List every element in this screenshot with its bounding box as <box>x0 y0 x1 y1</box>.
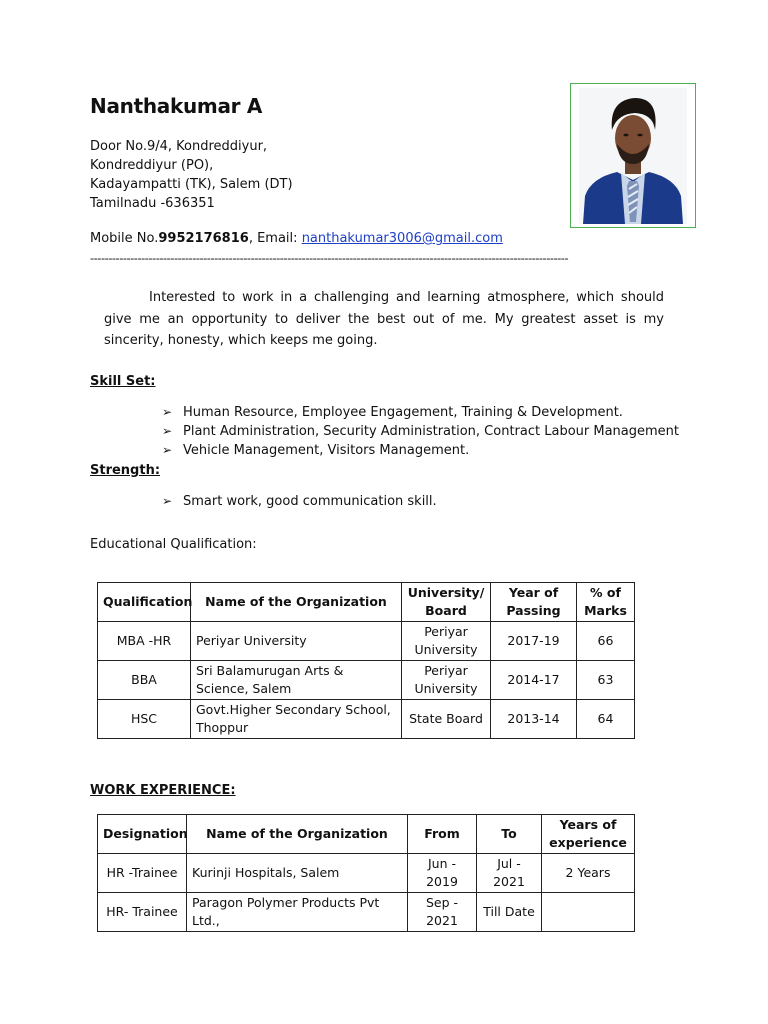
strength-heading: Strength: <box>90 463 161 478</box>
table-header-row <box>98 583 635 622</box>
table-cell: 2014-17 <box>491 661 577 700</box>
table-cell: Periyar University <box>191 622 402 661</box>
table-cell: 2013-14 <box>491 700 577 739</box>
arrow-bullet-icon: ➢ <box>162 443 173 457</box>
address-line-3: Kadayampatti (TK), Salem (DT) <box>90 177 293 192</box>
mobile-label: Mobile No. <box>90 231 159 246</box>
table-cell: Periyar University <box>402 661 491 700</box>
table-cell: Govt.Higher Secondary School, Thoppur <box>191 700 402 739</box>
table-cell: MBA -HR <box>98 622 191 661</box>
table-cell: 64 <box>577 700 635 739</box>
column-header: Designation <box>98 815 187 854</box>
separator-line: ----------------------------------------------------------------------------------------------------------------------------------- <box>90 251 569 265</box>
table-cell <box>542 893 635 932</box>
profile-photo <box>571 84 695 227</box>
column-header: Qualification <box>98 583 191 622</box>
table-cell: HR -Trainee <box>98 854 187 893</box>
address-line-1: Door No.9/4, Kondreddiyur, <box>90 139 268 154</box>
table-row <box>98 622 635 661</box>
column-header: Name of the Organization <box>187 815 408 854</box>
work-experience-table <box>97 814 635 932</box>
table-cell: 66 <box>577 622 635 661</box>
table-cell: Kurinji Hospitals, Salem <box>187 854 408 893</box>
work-experience-heading: WORK EXPERIENCE: <box>90 783 236 798</box>
table-cell: Periyar University <box>402 622 491 661</box>
skill-item: ➢ Vehicle Management, Visitors Management. <box>162 443 470 458</box>
table-cell: State Board <box>402 700 491 739</box>
profile-photo-frame <box>570 83 696 228</box>
table-cell: Paragon Polymer Products Pvt Ltd., <box>187 893 408 932</box>
education-table <box>97 582 635 739</box>
column-header: University/ Board <box>402 583 491 622</box>
address-line-2: Kondreddiyur (PO), <box>90 158 214 173</box>
table-row <box>98 854 635 893</box>
skill-set-heading: Skill Set: <box>90 374 156 389</box>
arrow-bullet-icon: ➢ <box>162 494 173 508</box>
table-cell: Till Date <box>477 893 542 932</box>
table-cell: 2017-19 <box>491 622 577 661</box>
table-row <box>98 700 635 739</box>
skill-item: ➢ Plant Administration, Security Administration, Contract Labour Management <box>162 424 680 439</box>
table-cell: Jul - 2021 <box>477 854 542 893</box>
column-header: Year of Passing <box>491 583 577 622</box>
mobile-number: 9952176816 <box>158 231 249 246</box>
career-objective: Interested to work in a challenging and learning atmosphere, which should give me an opportunity to deliver the best out of me. My greatest asset is my sincerity, honesty, which keeps me going. <box>104 290 664 348</box>
column-header: To <box>477 815 542 854</box>
email-label: , Email: <box>248 231 302 246</box>
candidate-name: Nanthakumar A <box>90 94 263 118</box>
table-cell: Sri Balamurugan Arts & Science, Salem <box>191 661 402 700</box>
table-cell: Sep - 2021 <box>408 893 477 932</box>
skill-item: ➢ Human Resource, Employee Engagement, Training & Development. <box>162 405 623 420</box>
column-header: From <box>408 815 477 854</box>
strength-item: ➢ Smart work, good communication skill. <box>162 494 437 509</box>
contact-line <box>90 231 503 246</box>
email-link[interactable]: nanthakumar3006@gmail.com <box>301 231 503 246</box>
table-cell: 63 <box>577 661 635 700</box>
table-cell: 2 Years <box>542 854 635 893</box>
education-label: Educational Qualification: <box>90 537 257 552</box>
table-header-row <box>98 815 635 854</box>
address-line-4: Tamilnadu -636351 <box>90 196 215 211</box>
table-row <box>98 893 635 932</box>
table-cell: Jun - 2019 <box>408 854 477 893</box>
table-cell: HSC <box>98 700 191 739</box>
table-row <box>98 661 635 700</box>
table-cell: HR- Trainee <box>98 893 187 932</box>
column-header: Name of the Organization <box>191 583 402 622</box>
arrow-bullet-icon: ➢ <box>162 405 173 419</box>
table-cell: BBA <box>98 661 191 700</box>
arrow-bullet-icon: ➢ <box>162 424 173 438</box>
column-header: Years of experience <box>542 815 635 854</box>
column-header: % of Marks <box>577 583 635 622</box>
